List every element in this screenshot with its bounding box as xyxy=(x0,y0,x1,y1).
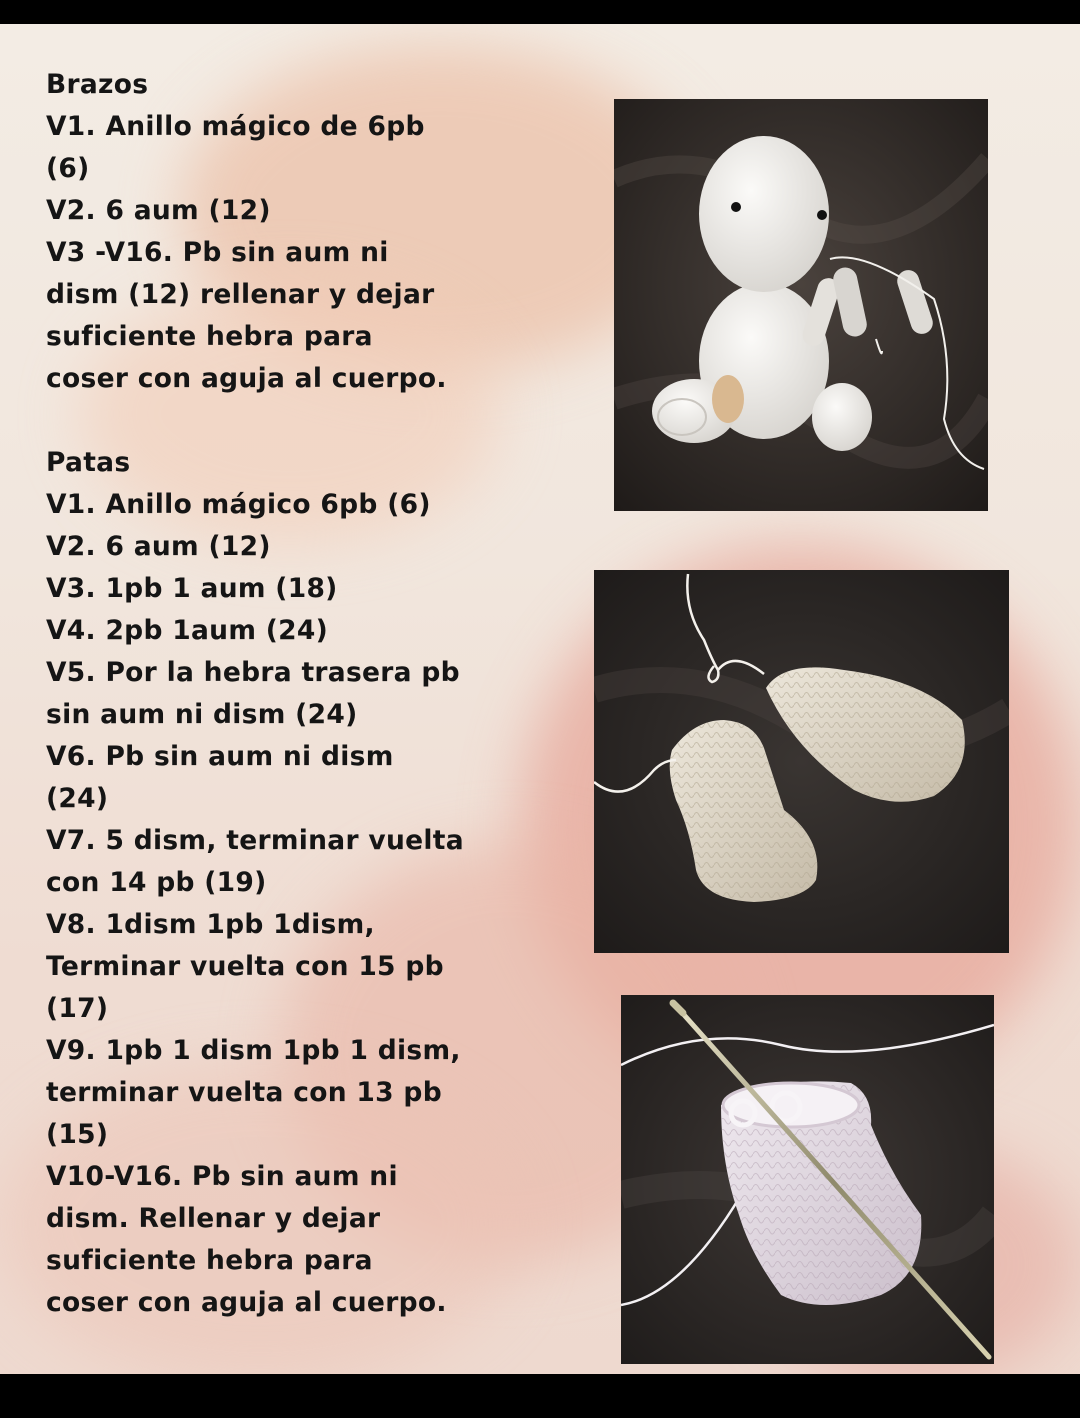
instruction-line: coser con aguja al cuerpo. xyxy=(46,1287,447,1318)
instruction-line: (17) xyxy=(46,993,109,1024)
needle-sewing-leg-photo xyxy=(621,995,994,1364)
crocheted-legs-photo xyxy=(594,570,1009,953)
section-spacer xyxy=(46,400,606,442)
instruction-line: terminar vuelta con 13 pb xyxy=(46,1077,442,1108)
instruction-line: V6. Pb sin aum ni dism xyxy=(46,741,394,772)
instruction-line: dism. Rellenar y dejar xyxy=(46,1203,381,1234)
instruction-line: V10-V16. Pb sin aum ni xyxy=(46,1161,398,1192)
instruction-line: V3. 1pb 1 aum (18) xyxy=(46,573,338,604)
pattern-text xyxy=(46,64,606,1324)
section-title-patas: Patas xyxy=(46,447,131,478)
instruction-line: suficiente hebra para xyxy=(46,321,373,352)
instruction-line: (6) xyxy=(46,153,90,184)
instruction-line: V8. 1dism 1pb 1dism, xyxy=(46,909,375,940)
instruction-line: V4. 2pb 1aum (24) xyxy=(46,615,329,646)
instruction-line: (24) xyxy=(46,783,109,814)
instruction-line: dism (12) rellenar y dejar xyxy=(46,279,435,310)
instruction-line: V9. 1pb 1 dism 1pb 1 dism, xyxy=(46,1035,461,1066)
recipe-page xyxy=(0,24,1080,1374)
instruction-line: V1. Anillo mágico 6pb (6) xyxy=(46,489,431,520)
instruction-line: con 14 pb (19) xyxy=(46,867,267,898)
instruction-line: V3 -V16. Pb sin aum ni xyxy=(46,237,389,268)
amigurumi-doll-with-arms-photo xyxy=(614,99,988,511)
instruction-line: (15) xyxy=(46,1119,109,1150)
instruction-line: suficiente hebra para xyxy=(46,1245,373,1276)
instruction-line: V5. Por la hebra trasera pb xyxy=(46,657,460,688)
instruction-line: V2. 6 aum (12) xyxy=(46,531,271,562)
instruction-line: sin aum ni dism (24) xyxy=(46,699,358,730)
section-title-brazos: Brazos xyxy=(46,69,149,100)
instruction-line: V2. 6 aum (12) xyxy=(46,195,271,226)
instruction-line: coser con aguja al cuerpo. xyxy=(46,363,447,394)
instruction-line: Terminar vuelta con 15 pb xyxy=(46,951,444,982)
instruction-line: V7. 5 dism, terminar vuelta xyxy=(46,825,464,856)
instruction-line: V1. Anillo mágico de 6pb xyxy=(46,111,425,142)
